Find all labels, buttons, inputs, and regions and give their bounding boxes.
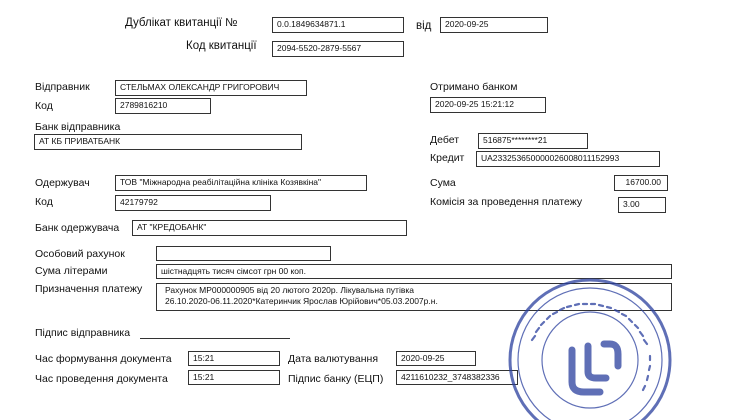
recipient-code-label: Код <box>35 196 53 208</box>
debit-label: Дебет <box>430 134 460 146</box>
sum-words-field: шістнадцять тисяч сімсот грн 00 коп. <box>156 264 672 279</box>
duplicate-number-field: 0.0.1849634871.1 <box>272 17 404 33</box>
sender-name-field: СТЕЛЬМАХ ОЛЕКСАНДР ГРИГОРОВИЧ <box>115 80 307 96</box>
receipt-date-field: 2020-09-25 <box>440 17 548 33</box>
duplicate-label: Дублікат квитанції № <box>125 17 238 29</box>
received-datetime-field: 2020-09-25 15:21:12 <box>430 97 546 113</box>
bank-signature-label: Підпис банку (ЕЦП) <box>288 373 384 385</box>
processed-time-label: Час проведення документа <box>35 373 168 385</box>
sender-signature-label: Підпис відправника <box>35 327 131 339</box>
receipt-code-field: 2094-5520-2879-5567 <box>272 41 404 57</box>
sender-bank-label: Банк відправника <box>35 121 121 133</box>
credit-label: Кредит <box>430 152 465 164</box>
stamp-bank-logo <box>572 344 618 392</box>
value-date-label: Дата валютування <box>288 353 378 365</box>
recipient-label: Одержувач <box>35 177 90 189</box>
date-label: від <box>416 20 432 32</box>
purpose-line-2: 26.10.2020-06.11.2020*Катеринчик Ярослав Юрійович*05.03.2007р.н. <box>165 295 438 306</box>
debit-field: 516875********21 <box>478 133 588 149</box>
sender-code-label: Код <box>35 100 53 112</box>
purpose-line-1: Рахунок МР000000905 від 20 лютого 2020р. Лікувальна путівка <box>165 285 414 295</box>
recipient-code-field: 42179792 <box>115 195 271 211</box>
recipient-bank-field: АТ "КРЕДОБАНК" <box>132 220 407 236</box>
recipient-name-field: ТОВ "Міжнародна реабілітаційна клініка Козявкіна" <box>115 175 367 191</box>
sender-signature-line <box>140 338 290 339</box>
bank-stamp <box>500 270 680 420</box>
recipient-bank-label: Банк одержувача <box>35 222 120 234</box>
personal-account-field <box>156 246 331 261</box>
formed-time-field: 15:21 <box>188 351 280 366</box>
sender-label: Відправник <box>35 81 90 93</box>
fee-field: 3.00 <box>618 197 666 213</box>
credit-field: UA233253650000026008011152993 <box>476 151 660 167</box>
sum-field: 16700.00 <box>614 175 668 191</box>
personal-account-label: Особовий рахунок <box>35 248 125 260</box>
sum-words-label: Сума літерами <box>35 265 108 277</box>
formed-time-label: Час формування документа <box>35 353 172 365</box>
sum-label: Сума <box>430 177 456 189</box>
bank-signature-field: 4211610232_3748382336 <box>396 370 518 385</box>
receipt-code-label: Код квитанції <box>186 40 257 52</box>
sender-bank-field: АТ КБ ПРИВАТБАНК <box>34 134 302 150</box>
fee-label: Комісія за проведення платежу <box>430 196 583 208</box>
sender-code-field: 2789816210 <box>115 98 211 114</box>
processed-time-field: 15:21 <box>188 370 280 385</box>
received-label: Отримано банком <box>430 81 518 93</box>
value-date-field: 2020-09-25 <box>396 351 476 366</box>
purpose-label: Призначення платежу <box>35 283 143 295</box>
